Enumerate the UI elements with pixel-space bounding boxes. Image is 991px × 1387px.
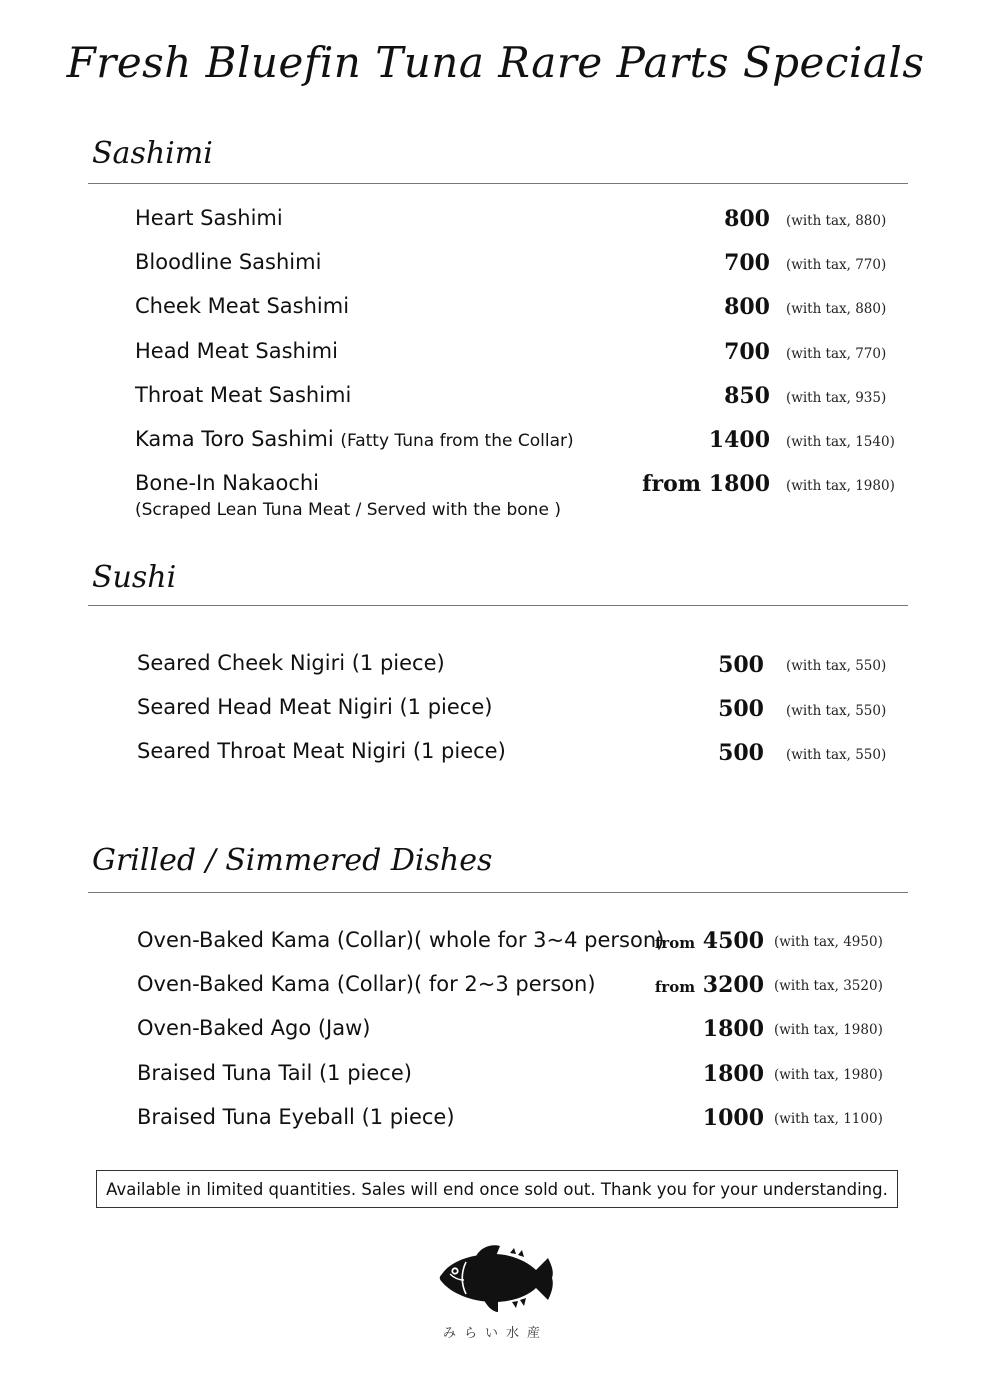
limited-quantity-notice: Available in limited quantities. Sales will end once sold out. Thank you for your understanding. — [96, 1170, 898, 1208]
menu-item-tax: (with tax, 770) — [786, 346, 887, 362]
menu-item-tax: (with tax, 880) — [786, 213, 887, 229]
menu-item-tax: (with tax, 935) — [786, 390, 887, 406]
menu-item-price: 1800 — [702, 1016, 764, 1042]
menu-item-price: 700 — [724, 339, 770, 365]
menu-item-tax: (with tax, 1540) — [786, 434, 895, 450]
menu-item-name: Cheek Meat Sashimi — [135, 294, 350, 318]
menu-item-tax: (with tax, 880) — [786, 301, 887, 317]
menu-item-price: 800 — [724, 294, 770, 320]
menu-item-price: 850 — [724, 383, 770, 409]
menu-item-name-row — [135, 427, 574, 451]
price-from-label: from — [654, 978, 696, 996]
section-divider — [88, 183, 908, 184]
section-divider — [88, 605, 908, 606]
menu-item-name: Seared Cheek Nigiri (1 piece) — [137, 651, 445, 675]
menu-item-tax: (with tax, 550) — [786, 747, 887, 763]
menu-item-price: 500 — [718, 740, 764, 766]
brand-name: みらい水産 — [442, 1326, 548, 1341]
menu-item-price-row — [642, 471, 770, 497]
menu-item-name: Bone-In Nakaochi — [135, 471, 320, 495]
menu-item-note: (Fatty Tuna from the Collar) — [340, 431, 574, 451]
menu-item-name: Braised Tuna Tail (1 piece) — [137, 1061, 412, 1085]
menu-item-price: 1400 — [708, 427, 770, 453]
menu-item-price-row — [655, 928, 764, 954]
price-from-label: from — [654, 934, 696, 952]
menu-item-name: Oven-Baked Kama (Collar)( whole for 3~4 person) — [137, 928, 665, 952]
menu-item-name: Oven-Baked Kama (Collar)( for 2~3 person) — [137, 972, 596, 996]
menu-item-tax: (with tax, 550) — [786, 703, 887, 719]
menu-item-tax: (with tax, 1980) — [786, 478, 895, 494]
menu-item-tax: (with tax, 550) — [786, 658, 887, 674]
menu-item-name: Braised Tuna Eyeball (1 piece) — [137, 1105, 455, 1129]
menu-item-name: Bloodline Sashimi — [135, 250, 322, 274]
menu-item-tax: (with tax, 3520) — [774, 978, 883, 994]
menu-item-price: 500 — [718, 652, 764, 678]
menu-item-price: 1000 — [702, 1105, 764, 1131]
menu-item-price: 500 — [718, 696, 764, 722]
menu-title: Fresh Bluefin Tuna Rare Parts Specials — [66, 38, 925, 87]
menu-item-name: Kama Toro Sashimi — [135, 427, 334, 451]
menu-item-tax: (with tax, 1980) — [774, 1022, 883, 1038]
menu-item-price: 1800 — [702, 1061, 764, 1087]
section-heading-sushi: Sushi — [92, 560, 177, 595]
menu-item-price: 1800 — [708, 471, 770, 497]
menu-item-note: (Scraped Lean Tuna Meat / Served with the bone ) — [135, 500, 561, 520]
menu-item-tax: (with tax, 770) — [786, 257, 887, 273]
menu-item-name: Seared Throat Meat Nigiri (1 piece) — [137, 739, 506, 763]
menu-item-tax: (with tax, 1980) — [774, 1067, 883, 1083]
menu-item-name: Seared Head Meat Nigiri (1 piece) — [137, 695, 493, 719]
menu-item-price-row — [655, 972, 764, 998]
section-heading-sashimi: Sashimi — [92, 136, 213, 171]
menu-item-price: 3200 — [702, 972, 764, 998]
menu-item-tax: (with tax, 1100) — [774, 1111, 883, 1127]
menu-item-price: 700 — [724, 250, 770, 276]
section-divider — [88, 892, 908, 893]
menu-item-name: Head Meat Sashimi — [135, 339, 338, 363]
menu-item-name: Heart Sashimi — [135, 206, 283, 230]
section-heading-grilled: Grilled / Simmered Dishes — [92, 843, 493, 878]
price-from-label: from — [642, 471, 702, 497]
tuna-fish-icon — [436, 1244, 560, 1314]
menu-item-name: Throat Meat Sashimi — [135, 383, 352, 407]
menu-item-price: 800 — [724, 206, 770, 232]
menu-item-price: 4500 — [702, 928, 764, 954]
menu-item-tax: (with tax, 4950) — [774, 934, 883, 950]
menu-item-name: Oven-Baked Ago (Jaw) — [137, 1016, 371, 1040]
